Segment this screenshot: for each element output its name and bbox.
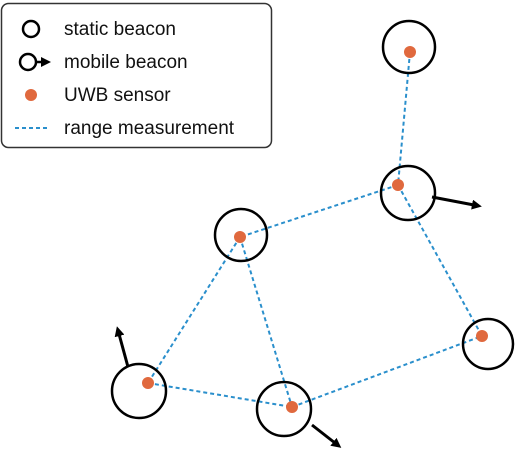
uwb-sensor-dot [234,231,246,243]
mobile-beacon-lower-left [112,364,166,418]
uwb-sensor-dot [142,377,154,389]
range-line-upper-right-to-upper-left [240,185,398,237]
legend [2,4,272,148]
range-line-bottom-to-right [292,336,482,407]
arrow-icon [432,197,474,205]
legend-label-static-beacon: static beacon [64,19,176,40]
legend-label-mobile-beacon: mobile beacon [64,52,188,73]
uwb-sensor-dot [404,46,416,58]
uwb-sensor-legend-icon [25,89,37,101]
range-line-upper-left-to-lower-left [148,237,240,383]
uwb-sensor-dot [286,401,298,413]
mobile-beacon-upper-right [381,166,435,220]
uwb-sensor-dot [392,179,404,191]
arrow-icon [119,334,128,367]
uwb-sensor-dot [476,330,488,342]
range-line-upper-right-to-right [398,185,482,336]
static-beacon-right [463,319,513,369]
legend-label-range-measurement: range measurement [64,118,235,139]
legend-label-uwb-sensor: UWB sensor [64,85,171,106]
mobile-beacon-bottom [257,382,311,436]
arrow-icon [312,425,335,443]
